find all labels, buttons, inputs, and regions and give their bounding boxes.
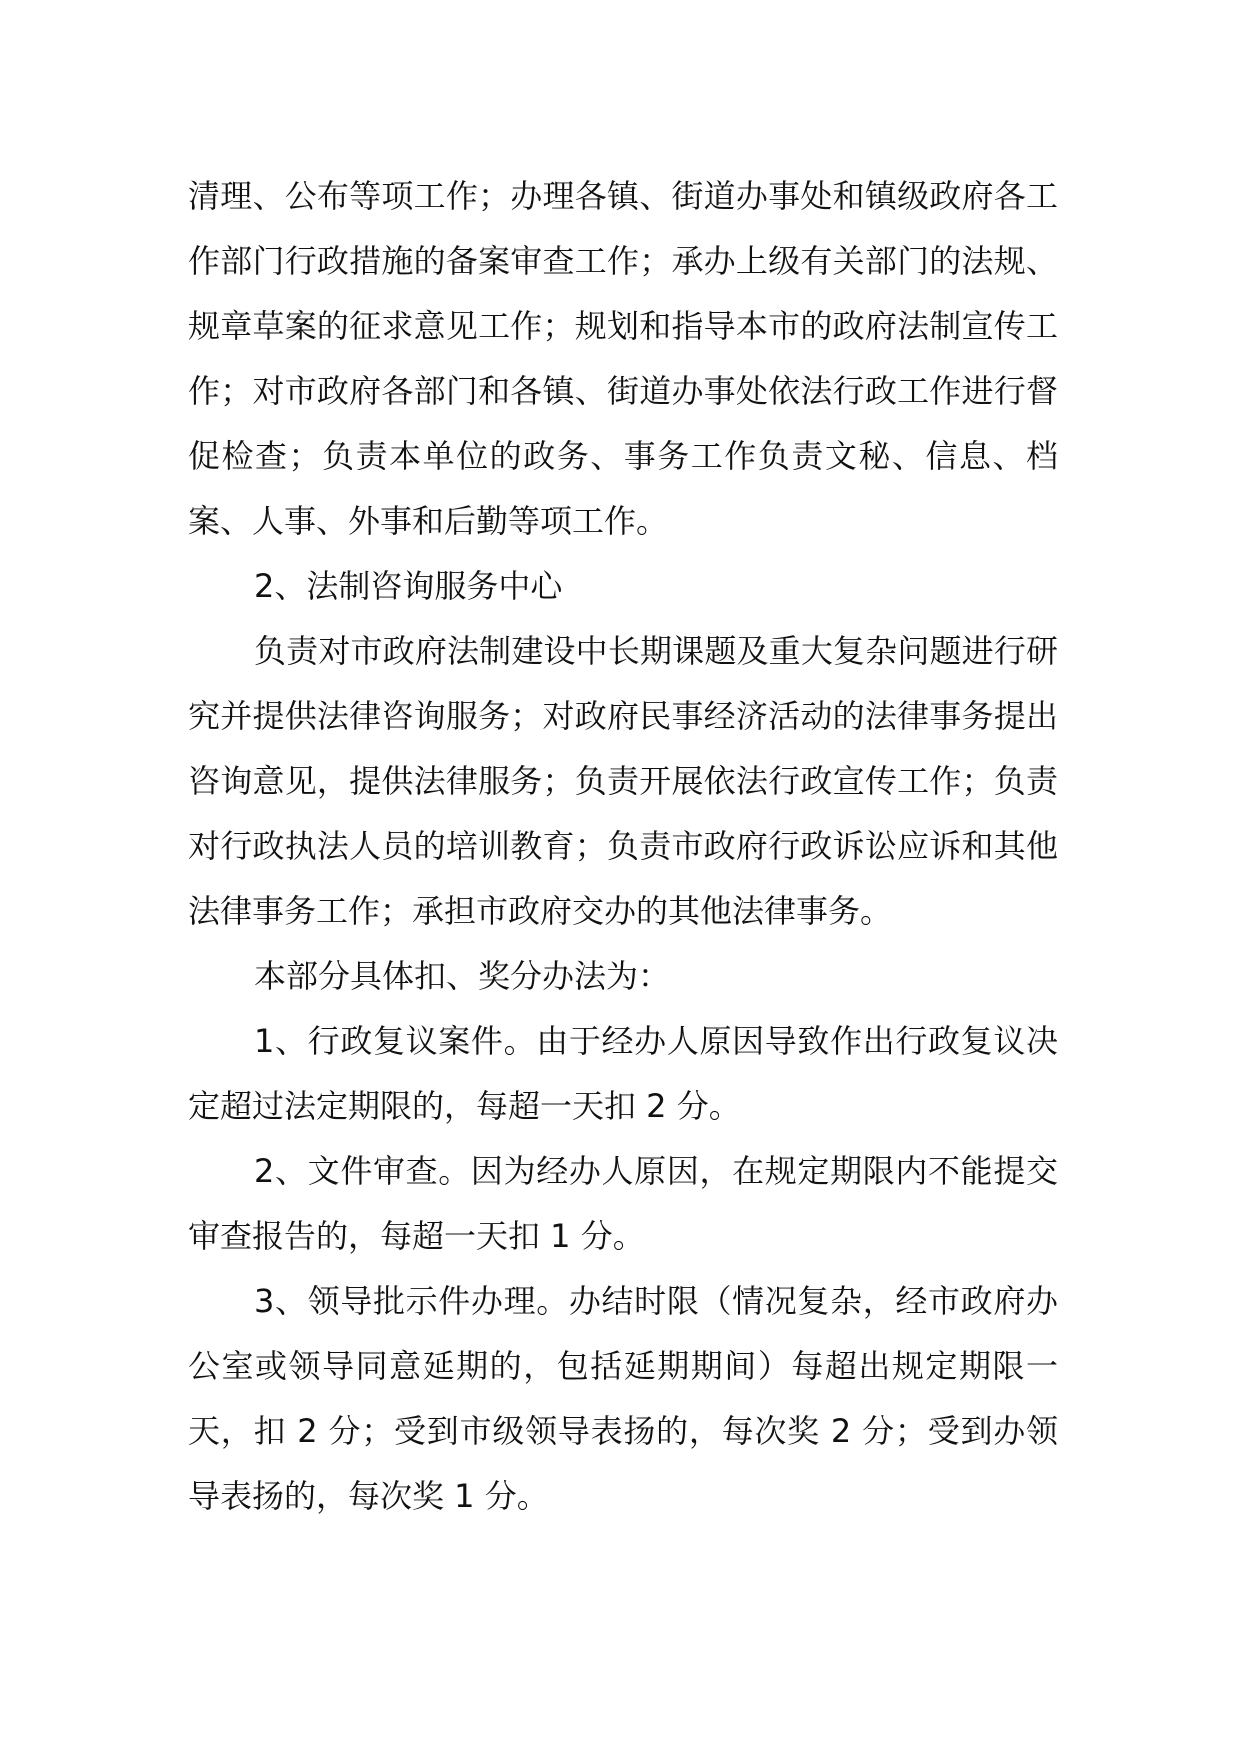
paragraph-consulting-center-duties: 负责对市政府法制建设中长期课题及重大复杂问题进行研究并提供法律咨询服务；对政府民事经济活动的法律事务提出咨询意见，提供法律服务；负责开展依法行政宣传工作；负责对行政执法人员的培训教育；负责市政府行政诉讼应诉和其他法律事务工作；承担市政府交办的其他法律事务。 [188, 632, 1058, 930]
section-heading-legal-consulting-center: 2、法制咨询服务中心 [254, 567, 563, 605]
paragraph-scoring-intro: 本部分具体扣、奖分办法为： [254, 957, 671, 995]
rule-item-leader-instructions: 3、领导批示件办理。办结时限（情况复杂，经市政府办公室或领导同意延期的，包括延期期间）每超出规定期限一天，扣 2 分；受到市级领导表扬的，每次奖 2 分；受到办领导表扬的，每次奖 1 分。 [188, 1282, 1058, 1515]
paragraph-duties-continued: 清理、公布等项工作；办理各镇、街道办事处和镇级政府各工作部门行政措施的备案审查工作；承办上级有关部门的法规、规章草案的征求意见工作；规划和指导本市的政府法制宣传工作；对市政府各部门和各镇、街道办事处依法行政工作进行督促检查；负责本单位的政务、事务工作负责文秘、信息、档案、人事、外事和后勤等项工作。 [188, 177, 1058, 540]
document-page [188, 164, 1058, 1529]
rule-item-administrative-review: 1、行政复议案件。由于经办人原因导致作出行政复议决定超过法定期限的，每超一天扣 2 分。 [188, 1022, 1058, 1125]
rule-item-document-review: 2、文件审查。因为经办人原因，在规定期限内不能提交审查报告的，每超一天扣 1 分。 [188, 1152, 1058, 1255]
